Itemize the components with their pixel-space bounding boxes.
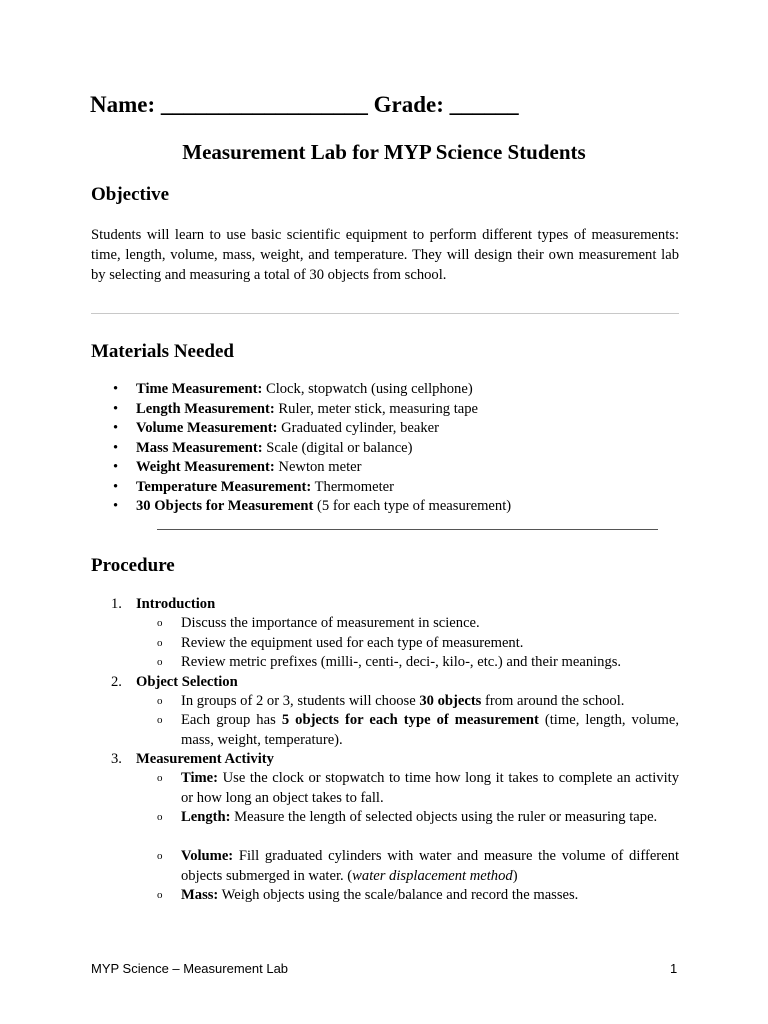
sub-item-text: Time: Use the clock or stopwatch to time how long it takes to complete an activity or how long an object takes to fall. [181,770,679,806]
procedure-step [111,750,274,770]
sub-item-text: Mass: Weigh objects using the scale/balance and record the masses. [181,887,579,903]
list-item [113,458,511,478]
circle-bullet-icon: o [157,772,163,784]
material-text: Ruler, meter stick, measuring tape [274,400,479,417]
materials-list [113,380,511,517]
sub-item [157,808,679,828]
procedure-step [111,673,238,693]
sub-item-text: Each group has 5 objects for each type of measurement (time, length, volume, mass, weight, temperature). [181,712,679,748]
grade-label: Grade: [373,92,444,117]
material-label: Length Measurement: [136,400,275,417]
step-title: Introduction [136,596,216,612]
circle-bullet-icon: o [157,811,163,823]
material-label: Weight Measurement: [136,459,275,475]
sub-item-text: Review the equipment used for each type of measurement. [181,635,524,651]
sub-item-text: Volume: Fill graduated cylinders with water and measure the volume of different objects submerged in water. (water displacement method) [181,848,679,884]
step-title: Object Selection [136,674,238,690]
list-item [113,497,511,517]
list-item [113,400,511,420]
material-text: Clock, stopwatch (using cellphone) [262,381,473,397]
list-item [113,419,511,439]
sub-item [157,634,679,654]
objective-text: Students will learn to use basic scientific equipment to perform different types of measurements: time, length, volume, mass, weight, and temperature. They will design their own measurement lab by selecting and measuring a total of 30 objects from school. [91,227,679,283]
circle-bullet-icon: o [157,637,163,649]
footer-text: MYP Science – Measurement Lab [91,961,289,976]
material-text: Scale (digital or balance) [262,439,413,456]
page-number: 1 [670,961,678,976]
materials-divider [157,529,658,530]
bullet-icon: • [113,459,119,475]
sub-item [157,886,679,906]
material-text: (5 for each type of measurement) [313,498,512,514]
step-number: 1. [111,596,122,612]
material-label: Temperature Measurement: [136,478,312,495]
sub-item [157,653,679,673]
material-text: Graduated cylinder, beaker [277,420,439,436]
bullet-icon: • [113,420,119,436]
sub-item-text: Length: Measure the length of selected objects using the ruler or measuring tape. [181,809,658,825]
objective-heading: Objective [91,184,170,205]
name-grade-line [90,92,519,118]
procedure-step [111,595,215,615]
bullet-icon: • [113,400,119,417]
circle-bullet-icon: o [157,889,163,901]
material-label: Volume Measurement: [136,420,278,436]
name-label: Name: [90,92,156,117]
bullet-icon: • [113,478,119,495]
sub-item-text: Discuss the importance of measurement in science. [181,615,480,631]
sub-item [157,692,679,712]
material-label: Mass Measurement: [136,439,263,456]
name-blank: __________________ [160,92,368,117]
sub-item [157,711,679,750]
bullet-icon: • [113,498,119,514]
procedure-heading: Procedure [91,555,175,576]
sub-item-text: Review metric prefixes (milli-, centi-, deci-, kilo-, etc.) and their meanings. [181,654,622,670]
list-item [113,478,511,498]
bullet-icon: • [113,439,119,456]
materials-heading: Materials Needed [91,341,234,362]
sub-item [157,769,679,808]
list-item [113,380,511,400]
sub-item-text: In groups of 2 or 3, students will choose 30 objects from around the school. [181,693,625,709]
document-title: Measurement Lab for MYP Science Students [182,140,586,164]
material-label: 30 Objects for Measurement [136,498,314,514]
step-number: 2. [111,674,122,690]
material-text: Thermometer [311,478,395,495]
step-number: 3. [111,751,122,767]
circle-bullet-icon: o [157,656,163,668]
bullet-icon: • [113,381,119,397]
circle-bullet-icon: o [157,695,163,707]
section-divider [91,313,679,314]
step-title: Measurement Activity [136,751,274,767]
list-item [113,439,511,459]
material-label: Time Measurement: [136,381,263,397]
circle-bullet-icon: o [157,850,163,862]
material-text: Newton meter [274,459,362,475]
circle-bullet-icon: o [157,714,163,726]
grade-blank: ______ [449,92,519,117]
sub-item [157,847,679,886]
sub-item [157,614,679,634]
circle-bullet-icon: o [157,617,163,629]
